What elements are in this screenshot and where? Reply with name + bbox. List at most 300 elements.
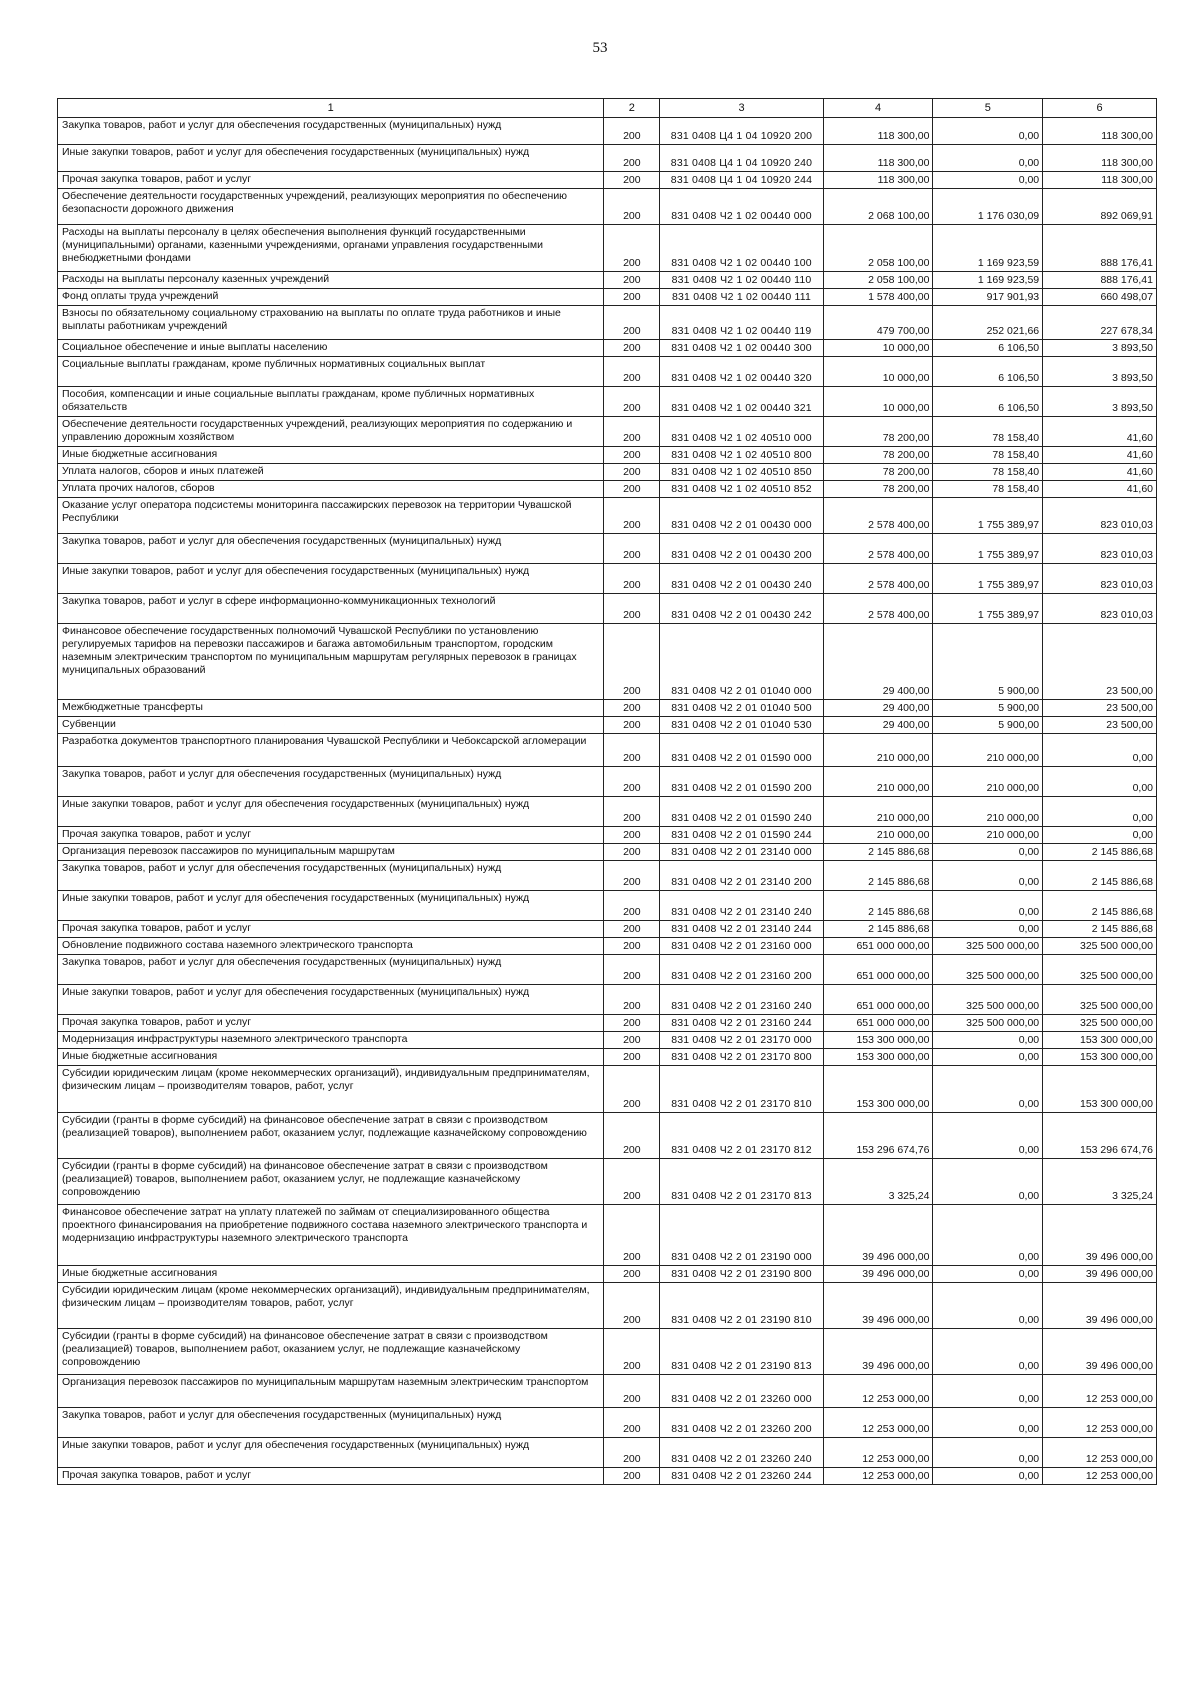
- row-name-cell: Финансовое обеспечение государственных полномочий Чувашской Республики по установлению регулируемых тарифов на перевозки пассажиров и багажа автомобильным транспортом, городским наземным электрическим транспортом по муниципальным маршрутам регулярных перевозок в границах муниципальных образований: [58, 624, 604, 700]
- table-row: [58, 118, 1157, 145]
- table-body: [58, 118, 1157, 1485]
- row-code-cell: 831 0408 Ч2 2 01 23260 200: [660, 1408, 824, 1438]
- table-row: [58, 921, 1157, 938]
- row-group-cell: 200: [604, 464, 660, 481]
- row-value-6-cell: 3 893,50: [1043, 387, 1157, 417]
- row-code-cell: 831 0408 Ч2 2 01 23160 000: [660, 938, 824, 955]
- row-value-5-cell: 325 500 000,00: [933, 938, 1043, 955]
- row-value-6-cell: 153 296 674,76: [1043, 1113, 1157, 1159]
- row-value-6-cell: 325 500 000,00: [1043, 938, 1157, 955]
- row-value-6-cell: 153 300 000,00: [1043, 1049, 1157, 1066]
- row-group-cell: 200: [604, 624, 660, 700]
- row-value-4-cell: 651 000 000,00: [823, 938, 933, 955]
- row-value-6-cell: 41,60: [1043, 447, 1157, 464]
- row-name-cell: Организация перевозок пассажиров по муниципальным маршрутам наземным электрическим транспортом: [58, 1375, 604, 1408]
- row-code-cell: 831 0408 Ч2 2 01 23190 813: [660, 1329, 824, 1375]
- table-header: [58, 99, 1157, 118]
- row-value-5-cell: 0,00: [933, 844, 1043, 861]
- row-value-5-cell: 6 106,50: [933, 357, 1043, 387]
- row-value-4-cell: 210 000,00: [823, 767, 933, 797]
- row-value-4-cell: 3 325,24: [823, 1159, 933, 1205]
- row-value-4-cell: 2 578 400,00: [823, 534, 933, 564]
- row-code-cell: 831 0408 Ч2 1 02 00440 300: [660, 340, 824, 357]
- row-value-6-cell: 23 500,00: [1043, 624, 1157, 700]
- row-value-5-cell: 0,00: [933, 1066, 1043, 1113]
- row-code-cell: 831 0408 Ч2 2 01 01040 000: [660, 624, 824, 700]
- row-value-4-cell: 210 000,00: [823, 827, 933, 844]
- row-code-cell: 831 0408 Ч2 2 01 00430 000: [660, 498, 824, 534]
- row-value-6-cell: 0,00: [1043, 827, 1157, 844]
- row-group-cell: 200: [604, 594, 660, 624]
- table-row: [58, 1205, 1157, 1266]
- row-value-6-cell: 153 300 000,00: [1043, 1032, 1157, 1049]
- row-name-cell: Прочая закупка товаров, работ и услуг: [58, 921, 604, 938]
- row-value-6-cell: 153 300 000,00: [1043, 1066, 1157, 1113]
- row-name-cell: Субвенции: [58, 717, 604, 734]
- table-row: [58, 289, 1157, 306]
- row-group-cell: 200: [604, 767, 660, 797]
- row-group-cell: 200: [604, 1015, 660, 1032]
- row-value-6-cell: 3 893,50: [1043, 340, 1157, 357]
- row-code-cell: 831 0408 Ч2 2 01 23160 244: [660, 1015, 824, 1032]
- row-group-cell: 200: [604, 1049, 660, 1066]
- row-name-cell: Иные закупки товаров, работ и услуг для обеспечения государственных (муниципальных) нужд: [58, 891, 604, 921]
- row-value-5-cell: 5 900,00: [933, 624, 1043, 700]
- row-group-cell: 200: [604, 1205, 660, 1266]
- row-code-cell: 831 0408 Ч2 1 02 40510 000: [660, 417, 824, 447]
- row-group-cell: 200: [604, 118, 660, 145]
- row-value-5-cell: 0,00: [933, 1375, 1043, 1408]
- row-value-4-cell: 118 300,00: [823, 118, 933, 145]
- row-value-5-cell: 0,00: [933, 145, 1043, 172]
- row-group-cell: 200: [604, 272, 660, 289]
- table-row: [58, 1283, 1157, 1329]
- row-value-5-cell: 0,00: [933, 1049, 1043, 1066]
- row-code-cell: 831 0408 Ч2 2 01 01590 200: [660, 767, 824, 797]
- row-value-6-cell: 660 498,07: [1043, 289, 1157, 306]
- row-name-cell: Уплата прочих налогов, сборов: [58, 481, 604, 498]
- row-value-5-cell: 210 000,00: [933, 797, 1043, 827]
- row-code-cell: 831 0408 Ч2 2 01 23260 000: [660, 1375, 824, 1408]
- table-row: [58, 594, 1157, 624]
- row-value-6-cell: 39 496 000,00: [1043, 1205, 1157, 1266]
- row-value-5-cell: 210 000,00: [933, 767, 1043, 797]
- table-row: [58, 1049, 1157, 1066]
- row-value-4-cell: 479 700,00: [823, 306, 933, 340]
- row-value-6-cell: 39 496 000,00: [1043, 1329, 1157, 1375]
- row-value-5-cell: 78 158,40: [933, 447, 1043, 464]
- row-value-6-cell: 12 253 000,00: [1043, 1408, 1157, 1438]
- row-code-cell: 831 0408 Ч2 2 01 23170 800: [660, 1049, 824, 1066]
- table-row: [58, 306, 1157, 340]
- row-value-6-cell: 325 500 000,00: [1043, 985, 1157, 1015]
- row-name-cell: Прочая закупка товаров, работ и услуг: [58, 1015, 604, 1032]
- row-name-cell: Социальные выплаты гражданам, кроме публичных нормативных социальных выплат: [58, 357, 604, 387]
- row-code-cell: 831 0408 Ч2 2 01 01590 000: [660, 734, 824, 767]
- row-value-5-cell: 1 755 389,97: [933, 594, 1043, 624]
- row-value-4-cell: 210 000,00: [823, 734, 933, 767]
- row-group-cell: 200: [604, 797, 660, 827]
- table-row: [58, 844, 1157, 861]
- page-number: 53: [592, 40, 608, 56]
- row-value-4-cell: 78 200,00: [823, 464, 933, 481]
- table-row: [58, 985, 1157, 1015]
- row-value-5-cell: 325 500 000,00: [933, 1015, 1043, 1032]
- row-value-5-cell: 210 000,00: [933, 734, 1043, 767]
- row-value-4-cell: 651 000 000,00: [823, 1015, 933, 1032]
- table-row: [58, 481, 1157, 498]
- column-header-5: 5: [933, 99, 1043, 118]
- row-value-5-cell: 252 021,66: [933, 306, 1043, 340]
- row-group-cell: 200: [604, 447, 660, 464]
- table-row: [58, 734, 1157, 767]
- table-row: [58, 797, 1157, 827]
- row-code-cell: 831 0408 Ч2 2 01 23140 000: [660, 844, 824, 861]
- table-row: [58, 1438, 1157, 1468]
- row-code-cell: 831 0408 Ч2 2 01 23260 244: [660, 1468, 824, 1485]
- row-code-cell: 831 0408 Ч2 2 01 23260 240: [660, 1438, 824, 1468]
- row-value-5-cell: 1 755 389,97: [933, 498, 1043, 534]
- row-name-cell: Обеспечение деятельности государственных учреждений, реализующих мероприятия по обеспечению безопасности дорожного движения: [58, 189, 604, 225]
- row-group-cell: 200: [604, 564, 660, 594]
- row-value-4-cell: 2 145 886,68: [823, 891, 933, 921]
- row-value-6-cell: 41,60: [1043, 464, 1157, 481]
- row-code-cell: 831 0408 Ч2 2 01 23170 812: [660, 1113, 824, 1159]
- row-value-6-cell: 227 678,34: [1043, 306, 1157, 340]
- row-name-cell: Взносы по обязательному социальному страхованию на выплаты по оплате труда работников и иные выплаты работникам учреждений: [58, 306, 604, 340]
- row-group-cell: 200: [604, 225, 660, 272]
- row-name-cell: Модернизация инфраструктуры наземного электрического транспорта: [58, 1032, 604, 1049]
- row-value-6-cell: 0,00: [1043, 797, 1157, 827]
- row-value-4-cell: 12 253 000,00: [823, 1408, 933, 1438]
- row-group-cell: 200: [604, 172, 660, 189]
- row-name-cell: Обновление подвижного состава наземного электрического транспорта: [58, 938, 604, 955]
- row-value-5-cell: 78 158,40: [933, 481, 1043, 498]
- row-code-cell: 831 0408 Ч2 2 01 23140 244: [660, 921, 824, 938]
- row-group-cell: 200: [604, 955, 660, 985]
- row-group-cell: 200: [604, 921, 660, 938]
- row-group-cell: 200: [604, 717, 660, 734]
- row-name-cell: Прочая закупка товаров, работ и услуг: [58, 1468, 604, 1485]
- table-row: [58, 225, 1157, 272]
- row-value-4-cell: 2 145 886,68: [823, 921, 933, 938]
- row-value-4-cell: 118 300,00: [823, 145, 933, 172]
- row-value-5-cell: 1 755 389,97: [933, 534, 1043, 564]
- row-value-5-cell: 0,00: [933, 861, 1043, 891]
- row-value-4-cell: 2 578 400,00: [823, 564, 933, 594]
- row-group-cell: 200: [604, 189, 660, 225]
- row-value-6-cell: 325 500 000,00: [1043, 1015, 1157, 1032]
- row-code-cell: 831 0408 Ч2 1 02 00440 111: [660, 289, 824, 306]
- row-name-cell: Закупка товаров, работ и услуг для обеспечения государственных (муниципальных) нужд: [58, 118, 604, 145]
- row-value-4-cell: 2 578 400,00: [823, 594, 933, 624]
- row-value-5-cell: 78 158,40: [933, 464, 1043, 481]
- row-name-cell: Прочая закупка товаров, работ и услуг: [58, 827, 604, 844]
- row-value-6-cell: 2 145 886,68: [1043, 921, 1157, 938]
- table-row: [58, 955, 1157, 985]
- row-value-4-cell: 29 400,00: [823, 717, 933, 734]
- row-value-4-cell: 12 253 000,00: [823, 1468, 933, 1485]
- row-value-4-cell: 153 296 674,76: [823, 1113, 933, 1159]
- row-value-6-cell: 12 253 000,00: [1043, 1438, 1157, 1468]
- row-name-cell: Организация перевозок пассажиров по муниципальным маршрутам: [58, 844, 604, 861]
- table-row: [58, 861, 1157, 891]
- row-value-4-cell: 10 000,00: [823, 340, 933, 357]
- row-name-cell: Финансовое обеспечение затрат на уплату платежей по займам от специализированного общества проектного финансирования на приобретение подвижного состава наземного электрического транспорта и модернизацию инфраструктуры наземного электрического транспорта: [58, 1205, 604, 1266]
- row-value-6-cell: 118 300,00: [1043, 145, 1157, 172]
- row-value-4-cell: 10 000,00: [823, 357, 933, 387]
- row-value-5-cell: 1 176 030,09: [933, 189, 1043, 225]
- row-name-cell: Субсидии (гранты в форме субсидий) на финансовое обеспечение затрат в связи с производством (реализацией товаров), выполнением работ, оказанием услуг, подлежащие казначейскому сопровождению: [58, 1113, 604, 1159]
- row-code-cell: 831 0408 Ч2 2 01 23170 810: [660, 1066, 824, 1113]
- row-value-5-cell: 325 500 000,00: [933, 985, 1043, 1015]
- column-header-6: 6: [1043, 99, 1157, 118]
- row-group-cell: 200: [604, 861, 660, 891]
- table-row: [58, 1015, 1157, 1032]
- row-value-4-cell: 39 496 000,00: [823, 1205, 933, 1266]
- row-group-cell: 200: [604, 1066, 660, 1113]
- table-row: [58, 767, 1157, 797]
- row-value-6-cell: 823 010,03: [1043, 564, 1157, 594]
- table-row: [58, 827, 1157, 844]
- row-name-cell: Иные бюджетные ассигнования: [58, 1266, 604, 1283]
- table-row: [58, 1329, 1157, 1375]
- row-value-5-cell: 1 169 923,59: [933, 272, 1043, 289]
- table-row: [58, 1066, 1157, 1113]
- row-code-cell: 831 0408 Ч2 1 02 40510 852: [660, 481, 824, 498]
- row-value-5-cell: 0,00: [933, 1329, 1043, 1375]
- row-code-cell: 831 0408 Ц4 1 04 10920 244: [660, 172, 824, 189]
- table-row: [58, 189, 1157, 225]
- row-code-cell: 831 0408 Ч2 1 02 00440 110: [660, 272, 824, 289]
- table-row: [58, 700, 1157, 717]
- table-row: [58, 1408, 1157, 1438]
- row-value-6-cell: 2 145 886,68: [1043, 891, 1157, 921]
- row-name-cell: Иные закупки товаров, работ и услуг для обеспечения государственных (муниципальных) нужд: [58, 564, 604, 594]
- row-name-cell: Расходы на выплаты персоналу казенных учреждений: [58, 272, 604, 289]
- row-code-cell: 831 0408 Ч2 2 01 00430 200: [660, 534, 824, 564]
- row-name-cell: Обеспечение деятельности государственных учреждений, реализующих мероприятия по содержанию и управлению дорожным хозяйством: [58, 417, 604, 447]
- row-value-4-cell: 651 000 000,00: [823, 985, 933, 1015]
- row-value-4-cell: 2 058 100,00: [823, 225, 933, 272]
- row-value-6-cell: 2 145 886,68: [1043, 861, 1157, 891]
- row-code-cell: 831 0408 Ч2 2 01 23140 240: [660, 891, 824, 921]
- row-value-6-cell: 888 176,41: [1043, 225, 1157, 272]
- row-value-5-cell: 0,00: [933, 1113, 1043, 1159]
- column-header-4: 4: [823, 99, 933, 118]
- row-value-4-cell: 153 300 000,00: [823, 1049, 933, 1066]
- row-name-cell: Закупка товаров, работ и услуг для обеспечения государственных (муниципальных) нужд: [58, 534, 604, 564]
- row-value-5-cell: 210 000,00: [933, 827, 1043, 844]
- row-value-5-cell: 0,00: [933, 172, 1043, 189]
- row-group-cell: 200: [604, 340, 660, 357]
- row-group-cell: 200: [604, 1329, 660, 1375]
- row-value-4-cell: 2 145 886,68: [823, 861, 933, 891]
- table-row: [58, 387, 1157, 417]
- table-row: [58, 272, 1157, 289]
- row-name-cell: Закупка товаров, работ и услуг для обеспечения государственных (муниципальных) нужд: [58, 1408, 604, 1438]
- table-row: [58, 1468, 1157, 1485]
- row-group-cell: 200: [604, 145, 660, 172]
- row-code-cell: 831 0408 Ч2 2 01 00430 240: [660, 564, 824, 594]
- table-row: [58, 1375, 1157, 1408]
- table-row: [58, 717, 1157, 734]
- row-value-4-cell: 12 253 000,00: [823, 1438, 933, 1468]
- row-value-6-cell: 2 145 886,68: [1043, 844, 1157, 861]
- row-value-4-cell: 2 145 886,68: [823, 844, 933, 861]
- row-name-cell: Субсидии юридическим лицам (кроме некоммерческих организаций), индивидуальным предпринимателям, физическим лицам – производителям товаров, работ, услуг: [58, 1066, 604, 1113]
- row-group-cell: 200: [604, 357, 660, 387]
- row-name-cell: Закупка товаров, работ и услуг в сфере информационно-коммуникационных технологий: [58, 594, 604, 624]
- row-group-cell: 200: [604, 985, 660, 1015]
- row-code-cell: 831 0408 Ч2 2 01 23160 200: [660, 955, 824, 985]
- row-value-5-cell: 0,00: [933, 891, 1043, 921]
- row-value-4-cell: 2 058 100,00: [823, 272, 933, 289]
- row-group-cell: 200: [604, 827, 660, 844]
- row-value-4-cell: 78 200,00: [823, 417, 933, 447]
- row-group-cell: 200: [604, 1438, 660, 1468]
- row-name-cell: Разработка документов транспортного планирования Чувашской Республики и Чебоксарской агломерации: [58, 734, 604, 767]
- row-code-cell: 831 0408 Ч2 2 01 01590 244: [660, 827, 824, 844]
- row-value-6-cell: 39 496 000,00: [1043, 1266, 1157, 1283]
- row-value-6-cell: 823 010,03: [1043, 534, 1157, 564]
- row-name-cell: Иные бюджетные ассигнования: [58, 1049, 604, 1066]
- row-value-4-cell: 2 068 100,00: [823, 189, 933, 225]
- table-row: [58, 624, 1157, 700]
- row-name-cell: Иные закупки товаров, работ и услуг для обеспечения государственных (муниципальных) нужд: [58, 985, 604, 1015]
- row-code-cell: 831 0408 Ч2 2 01 23160 240: [660, 985, 824, 1015]
- row-value-4-cell: 12 253 000,00: [823, 1375, 933, 1408]
- row-group-cell: 200: [604, 938, 660, 955]
- column-header-1: 1: [58, 99, 604, 118]
- row-value-4-cell: 651 000 000,00: [823, 955, 933, 985]
- row-value-6-cell: 12 253 000,00: [1043, 1375, 1157, 1408]
- row-group-cell: 200: [604, 1283, 660, 1329]
- row-code-cell: 831 0408 Ч2 2 01 23170 813: [660, 1159, 824, 1205]
- table-row: [58, 498, 1157, 534]
- row-code-cell: 831 0408 Ч2 1 02 00440 100: [660, 225, 824, 272]
- row-name-cell: Закупка товаров, работ и услуг для обеспечения государственных (муниципальных) нужд: [58, 861, 604, 891]
- row-value-4-cell: 78 200,00: [823, 447, 933, 464]
- row-value-5-cell: 1 755 389,97: [933, 564, 1043, 594]
- row-value-6-cell: 3 893,50: [1043, 357, 1157, 387]
- row-value-6-cell: 23 500,00: [1043, 700, 1157, 717]
- row-group-cell: 200: [604, 844, 660, 861]
- row-value-5-cell: 6 106,50: [933, 387, 1043, 417]
- row-value-5-cell: 6 106,50: [933, 340, 1043, 357]
- row-code-cell: 831 0408 Ц4 1 04 10920 200: [660, 118, 824, 145]
- row-value-6-cell: 3 325,24: [1043, 1159, 1157, 1205]
- row-group-cell: 200: [604, 1468, 660, 1485]
- table-row: [58, 938, 1157, 955]
- row-value-4-cell: 153 300 000,00: [823, 1066, 933, 1113]
- row-group-cell: 200: [604, 734, 660, 767]
- row-code-cell: 831 0408 Ч2 1 02 40510 850: [660, 464, 824, 481]
- row-name-cell: Расходы на выплаты персоналу в целях обеспечения выполнения функций государственными (муниципальными) органами, казенными учреждениями, органами управления государственными внебюджетными фондами: [58, 225, 604, 272]
- row-code-cell: 831 0408 Ц4 1 04 10920 240: [660, 145, 824, 172]
- row-name-cell: Фонд оплаты труда учреждений: [58, 289, 604, 306]
- row-group-cell: 200: [604, 1159, 660, 1205]
- budget-table: [57, 98, 1157, 1485]
- table-row: [58, 1113, 1157, 1159]
- row-value-4-cell: 39 496 000,00: [823, 1329, 933, 1375]
- table-row: [58, 172, 1157, 189]
- row-group-cell: 200: [604, 306, 660, 340]
- table-row: [58, 340, 1157, 357]
- row-value-5-cell: 0,00: [933, 1408, 1043, 1438]
- row-value-4-cell: 10 000,00: [823, 387, 933, 417]
- row-name-cell: Иные бюджетные ассигнования: [58, 447, 604, 464]
- table-row: [58, 1032, 1157, 1049]
- row-code-cell: 831 0408 Ч2 2 01 00430 242: [660, 594, 824, 624]
- row-value-5-cell: 5 900,00: [933, 700, 1043, 717]
- row-name-cell: Оказание услуг оператора подсистемы мониторинга пассажирских перевозок на территории Чувашской Республики: [58, 498, 604, 534]
- row-value-5-cell: 325 500 000,00: [933, 955, 1043, 985]
- row-name-cell: Межбюджетные трансферты: [58, 700, 604, 717]
- table-row: [58, 534, 1157, 564]
- row-code-cell: 831 0408 Ч2 1 02 00440 321: [660, 387, 824, 417]
- row-name-cell: Иные закупки товаров, работ и услуг для обеспечения государственных (муниципальных) нужд: [58, 1438, 604, 1468]
- row-code-cell: 831 0408 Ч2 1 02 00440 320: [660, 357, 824, 387]
- row-value-5-cell: 78 158,40: [933, 417, 1043, 447]
- row-value-5-cell: 0,00: [933, 1266, 1043, 1283]
- row-group-cell: 200: [604, 387, 660, 417]
- table-row: [58, 564, 1157, 594]
- row-group-cell: 200: [604, 534, 660, 564]
- row-code-cell: 831 0408 Ч2 1 02 00440 119: [660, 306, 824, 340]
- row-group-cell: 200: [604, 1266, 660, 1283]
- row-value-6-cell: 41,60: [1043, 417, 1157, 447]
- row-code-cell: 831 0408 Ч2 2 01 01040 530: [660, 717, 824, 734]
- row-name-cell: Уплата налогов, сборов и иных платежей: [58, 464, 604, 481]
- row-value-5-cell: 5 900,00: [933, 717, 1043, 734]
- row-name-cell: Субсидии (гранты в форме субсидий) на финансовое обеспечение затрат в связи с производством (реализацией) товаров, выполнением работ, оказанием услуг, не подлежащие казначейскому сопровождению: [58, 1329, 604, 1375]
- table-row: [58, 464, 1157, 481]
- row-value-5-cell: 0,00: [933, 1468, 1043, 1485]
- row-name-cell: Прочая закупка товаров, работ и услуг: [58, 172, 604, 189]
- row-value-5-cell: 0,00: [933, 1032, 1043, 1049]
- row-value-4-cell: 39 496 000,00: [823, 1283, 933, 1329]
- table-row: [58, 1159, 1157, 1205]
- row-group-cell: 200: [604, 1032, 660, 1049]
- row-name-cell: Закупка товаров, работ и услуг для обеспечения государственных (муниципальных) нужд: [58, 767, 604, 797]
- row-value-6-cell: 888 176,41: [1043, 272, 1157, 289]
- row-value-5-cell: 917 901,93: [933, 289, 1043, 306]
- row-group-cell: 200: [604, 1408, 660, 1438]
- row-value-4-cell: 210 000,00: [823, 797, 933, 827]
- row-value-6-cell: 823 010,03: [1043, 594, 1157, 624]
- row-value-6-cell: 39 496 000,00: [1043, 1283, 1157, 1329]
- row-group-cell: 200: [604, 417, 660, 447]
- table-row: [58, 357, 1157, 387]
- row-value-5-cell: 0,00: [933, 1283, 1043, 1329]
- row-value-5-cell: 0,00: [933, 1159, 1043, 1205]
- row-value-5-cell: 0,00: [933, 118, 1043, 145]
- table-row: [58, 447, 1157, 464]
- header-row: [58, 99, 1157, 118]
- row-name-cell: Субсидии (гранты в форме субсидий) на финансовое обеспечение затрат в связи с производством (реализацией) товаров, выполнением работ, оказанием услуг, не подлежащие казначейскому сопровождению: [58, 1159, 604, 1205]
- row-value-6-cell: 892 069,91: [1043, 189, 1157, 225]
- table-row: [58, 1266, 1157, 1283]
- row-code-cell: 831 0408 Ч2 2 01 23190 810: [660, 1283, 824, 1329]
- row-name-cell: Иные закупки товаров, работ и услуг для обеспечения государственных (муниципальных) нужд: [58, 797, 604, 827]
- row-value-5-cell: 0,00: [933, 921, 1043, 938]
- row-group-cell: 200: [604, 700, 660, 717]
- row-code-cell: 831 0408 Ч2 2 01 01590 240: [660, 797, 824, 827]
- row-value-4-cell: 29 400,00: [823, 700, 933, 717]
- row-value-6-cell: 23 500,00: [1043, 717, 1157, 734]
- row-group-cell: 200: [604, 289, 660, 306]
